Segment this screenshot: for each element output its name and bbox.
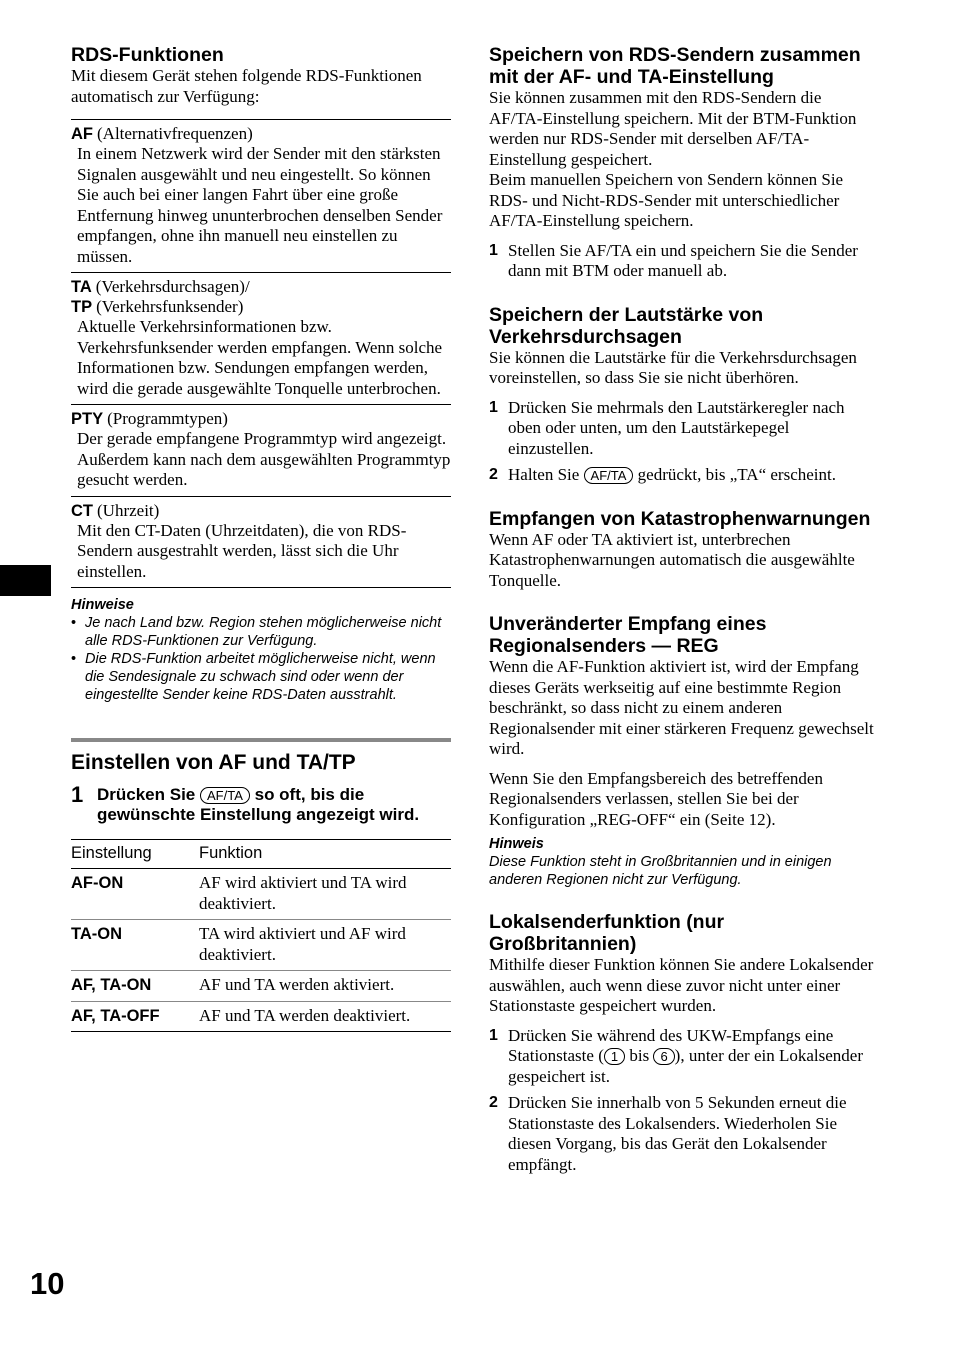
speichern-para-2: Beim manuellen Speichern von Sendern können Sie RDS- und Nicht-RDS-Sender mit unterschiedlicher AF/TA-Einstellung speichern. [489, 170, 844, 230]
term-desc: (Programmtypen) [107, 409, 228, 428]
rds-definition-list [71, 119, 451, 588]
function-cell: AF und TA werden aktiviert. [199, 971, 451, 1002]
bullet-icon: • [71, 651, 77, 667]
reg-note-text: Diese Funktion steht in Großbritannien und in einigen anderen Regionen nicht zur Verfügung. [489, 854, 832, 888]
function-cell: AF und TA werden deaktiviert. [199, 1001, 451, 1032]
settings-table [71, 839, 451, 1032]
af-ta-section [71, 738, 451, 1032]
katastrophen-heading: Empfangen von Katastrophenwarnungen [489, 507, 871, 530]
af-ta-step-1 [71, 782, 451, 825]
note-text: Die RDS-Funktion arbeitet möglicherweise nicht, wenn die Sendesignale zu schwach sind oder wenn der eingestellte Sender keine RDS-Daten ausstrahlt. [85, 651, 436, 703]
note-text: Je nach Land bzw. Region stehen möglicherweise nicht alle RDS-Funktionen zur Verfügung. [85, 615, 442, 649]
setting-cell: AF, TA-ON [71, 971, 199, 1002]
table-row [71, 1001, 451, 1032]
step-number: 1 [489, 1026, 498, 1044]
af-ta-key-icon: AF/TA [584, 467, 634, 484]
def-body: In einem Netzwerk wird der Sender mit den stärksten Signalen ausgewählt und neu eingestellt. So können Sie auch bei einer langen Fahrt über eine große Entfernung hinweg ununterbrochen denselben Sender empfangen, ohne ihn manuell neu einstellen zu müssen. [77, 144, 443, 266]
function-cell: AF wird aktiviert und TA wird deaktiviert. [199, 869, 451, 920]
rds-intro: Mit diesem Gerät stehen folgende RDS-Funktionen automatisch zur Verfügung: [71, 66, 422, 106]
reg-para-1: Wenn die AF-Funktion aktiviert ist, wird der Empfang dieses Geräts werkseitig auf eine bestimmte Region beschränkt, so dass nicht zu einem anderen Regionalsender mit einer stärkeren Frequenz gewechselt wird. [489, 657, 874, 758]
term-desc: (Alternativfrequenzen) [97, 124, 253, 143]
reg-note-heading: Hinweis [489, 836, 544, 852]
left-column [71, 44, 451, 1032]
preset-6-key-icon: 6 [653, 1048, 674, 1065]
lautstaerke-step-2 [489, 465, 874, 486]
setting-cell: AF-ON [71, 869, 199, 920]
lautstaerke-heading: Speichern der Lautstärke von Verkehrsdurchsagen [489, 303, 764, 348]
table-row [71, 869, 451, 920]
step-text-pre: Drücken Sie während des UKW-Empfangs eine Stationstaste ( [508, 1025, 834, 1065]
section-tab-marker [0, 565, 51, 596]
lokal-heading: Lokalsenderfunktion (nur Großbritannien) [489, 911, 725, 955]
table-header: Funktion [199, 840, 451, 869]
reg-para-2: Wenn Sie den Empfangsbereich des betreffenden Regionalsenders verlassen, stellen Sie bei der Konfiguration „REG-OFF“ ein (Seite 12). [489, 768, 823, 829]
right-column [489, 44, 874, 1175]
note-item [71, 614, 451, 650]
function-cell: TA wird aktiviert und AF wird deaktiviert. [199, 920, 451, 971]
lautstaerke-para: Sie können die Lautstärke für die Verkehrsdurchsagen voreinstellen, so dass Sie sie nicht überhören. [489, 347, 857, 387]
term: AF [71, 125, 93, 143]
table-row [71, 971, 451, 1002]
setting-cell: TA-ON [71, 920, 199, 971]
rds-def-pty [71, 404, 451, 496]
term: PTY [71, 410, 104, 428]
lokal-para: Mithilfe dieser Funktion können Sie andere Lokalsender auswählen, auch wenn diese zuvor nicht unter einer Stationstaste gespeichert wurden. [489, 955, 874, 1015]
speichern-heading: Speichern von RDS-Sendern zusammen mit der AF- und TA-Einstellung [489, 44, 861, 88]
rds-heading: RDS-Funktionen [71, 44, 224, 66]
lokal-step-2 [489, 1093, 874, 1175]
def-body: Aktuelle Verkehrsinformationen bzw. Verkehrsfunksender werden empfangen. Wenn solche Informationen bzw. Sendungen empfangen werden, wird die gerade ausgewählte Tonquelle unterbrochen. [77, 317, 443, 398]
lautstaerke-step-1 [489, 398, 874, 460]
lokal-step-1 [489, 1026, 874, 1088]
table-header: Einstellung [71, 840, 199, 869]
preset-1-key-icon: 1 [604, 1048, 625, 1065]
af-ta-key-icon: AF/TA [200, 787, 250, 804]
katastrophen-para: Wenn AF oder TA aktiviert ist, unterbrechen Katastrophenwarnungen automatisch die ausgewählte Tonquelle. [489, 529, 855, 590]
def-body: Der gerade empfangene Programmtyp wird angezeigt. Außerdem kann nach dem ausgewählten Programmtyp gesucht werden. [77, 429, 451, 489]
term-desc: (Verkehrsdurchsagen)/ [95, 277, 250, 296]
step-text: Stellen Sie AF/TA ein und speichern Sie die Sender dann mit BTM oder manuell ab. [508, 240, 858, 280]
speichern-para-1: Sie können zusammen mit den RDS-Sendern die AF/TA-Einstellung speichern. Mit der BTM-Funktion werden nur RDS-Sender mit derselben AF/TA-Einstellung gespeichert. [489, 88, 857, 169]
notes-heading: Hinweise [71, 597, 134, 613]
step-text-pre: Drücken Sie [97, 785, 196, 804]
step-text-post: ), unter der ein Lokalsender gespeichert ist. [508, 1046, 864, 1086]
table-row [71, 920, 451, 971]
term-desc: (Uhrzeit) [97, 500, 160, 520]
term: TA [71, 278, 92, 296]
speichern-step-1 [489, 241, 874, 282]
term-desc: (Verkehrsfunksender) [96, 297, 244, 316]
step-number: 1 [489, 398, 498, 416]
step-number: 1 [71, 782, 84, 807]
step-text: Drücken Sie innerhalb von 5 Sekunden erneut die Stationstaste des Lokalsenders. Wiederholen Sie diesen Vorgang, bis das Gerät den Lokalsender empfängt. [508, 1093, 847, 1174]
setting-cell: AF, TA-OFF [71, 1001, 199, 1032]
note-item [71, 650, 451, 704]
bullet-icon: • [71, 615, 77, 631]
af-ta-heading: Einstellen von AF und TA/TP [71, 751, 356, 774]
step-number: 2 [489, 466, 498, 483]
step-text-post: gedrückt, bis „TA“ erscheint. [637, 465, 836, 484]
step-number: 1 [489, 241, 498, 259]
step-number: 2 [489, 1094, 498, 1111]
step-text-post: so oft, bis die gewünschte Einstellung angezeigt wird. [97, 785, 420, 824]
page-number: 10 [30, 1266, 65, 1301]
step-text-pre: Halten Sie [508, 465, 580, 484]
rds-def-af [71, 119, 451, 272]
def-body: Mit den CT-Daten (Uhrzeitdaten), die von RDS-Sendern ausgestrahlt werden, lässt sich die Uhr einstellen. [77, 520, 407, 581]
term: CT [71, 501, 93, 520]
step-text: Drücken Sie mehrmals den Lautstärkeregler nach oben oder unten, um den Lautstärkepegel einzustellen. [508, 397, 845, 458]
rds-def-ta-tp [71, 272, 451, 404]
term: TP [71, 298, 93, 316]
rds-def-ct [71, 496, 451, 589]
reg-heading: Unveränderter Empfang eines Regionalsenders — REG [489, 613, 767, 657]
step-text-mid: bis [629, 1046, 650, 1065]
